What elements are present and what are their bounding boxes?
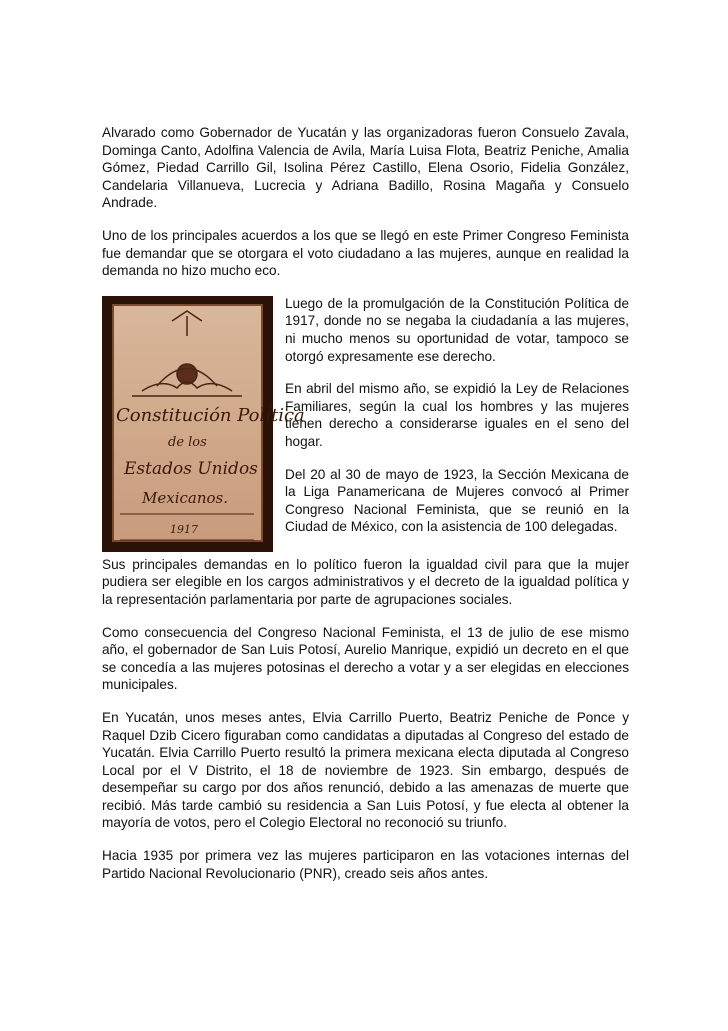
paragraph-organizers: Alvarado como Gobernador de Yucatán y las organizadoras fueron Consuelo Zavala, Dominga Canto, Adolfina Valencia de Avila, María Luisa Flota, Beatriz Peniche, Amalia Gómez, Piedad Carrillo Gil, Isolina Pérez Castillo, Elena Osorio, Fidelia González, Candelaria Villanueva, Lucrecia y Adriana Badillo, Rosina Magaña y Consuelo Andrade. [102,125,629,211]
paragraph-yucatan: En Yucatán, unos meses antes, Elvia Carrillo Puerto, Beatriz Peniche de Ponce y Raquel Dzib Cicero figuraban como candidatas a diputadas al Congreso del estado de Yucatán. Elvia Carrillo Puerto resultó la primera mexicana electa diputada al Congreso Local por el V Distrito, el 18 de noviembre de 1923. Sin embargo, después de desempeñar su cargo por dos años renunció, debido a las amenazas de muerte que recibió. Más tarde cambió su residencia a San Luis Potosí, y fue electa al obtener la mayoría de votos, pero el Colegio Electoral no reconoció su triunfo. [102,709,629,831]
cover-year: 1917 [170,522,198,536]
cover-line1: Constitución Política [116,404,305,426]
paragraph-pnr-1935: Hacia 1935 por primera vez las mujeres participaron en las votaciones internas del Partido Nacional Revolucionario (PNR), creado seis años antes. [102,848,629,881]
figure-with-text [102,295,629,552]
paragraph-san-luis-potosi: Como consecuencia del Congreso Nacional Feminista, el 13 de julio de ese mismo año, el gobernador de San Luis Potosí, Aurelio Manrique, expidió un decreto en el que se concedía a las mujeres potosinas el derecho a votar y a ser elegidas en elecciones municipales. [102,624,629,693]
cover-line2: de los [168,434,207,450]
paragraph-constitution-1917: Luego de la promulgación de la Constitución Política de 1917, donde no se negaba la ciudadanía a las mujeres, ni mucho menos su oportunidad de votar, tampoco se otorgó expresamente ese derecho. [285,295,629,364]
paragraph-family-law: En abril del mismo año, se expidió la Ley de Relaciones Familiares, según la cual los hombres y las mujeres tienen derecho a considerarse iguales en el seno del hogar. [285,381,629,449]
document-page [102,124,629,897]
paragraph-agreements: Uno de los principales acuerdos a los que se llegó en este Primer Congreso Feminista fue demandar que se otorgara el voto ciudadano a las mujeres, aunque en realidad la demanda no hizo mucho eco. [102,227,629,279]
constitution-cover-art [102,296,305,552]
side-text [285,295,629,552]
cover-line4: Mexicanos. [142,488,228,507]
paragraph-congress-1923: Del 20 al 30 de mayo de 1923, la Sección Mexicana de la Liga Panamericana de Mujeres convocó al Primer Congreso Nacional Feminista, que se reunió en la Ciudad de México, con la asistencia de 100 delegadas. [285,466,629,535]
constitution-cover-image [102,296,305,552]
cover-line3: Estados Unidos [124,458,258,479]
paragraph-demands: Sus principales demandas en lo político fueron la igualdad civil para que la mujer pudiera ser elegible en los cargos administrativos y el decreto de la igualdad política y la representación parlamentaria por parte de agrupaciones sociales. [102,556,629,607]
